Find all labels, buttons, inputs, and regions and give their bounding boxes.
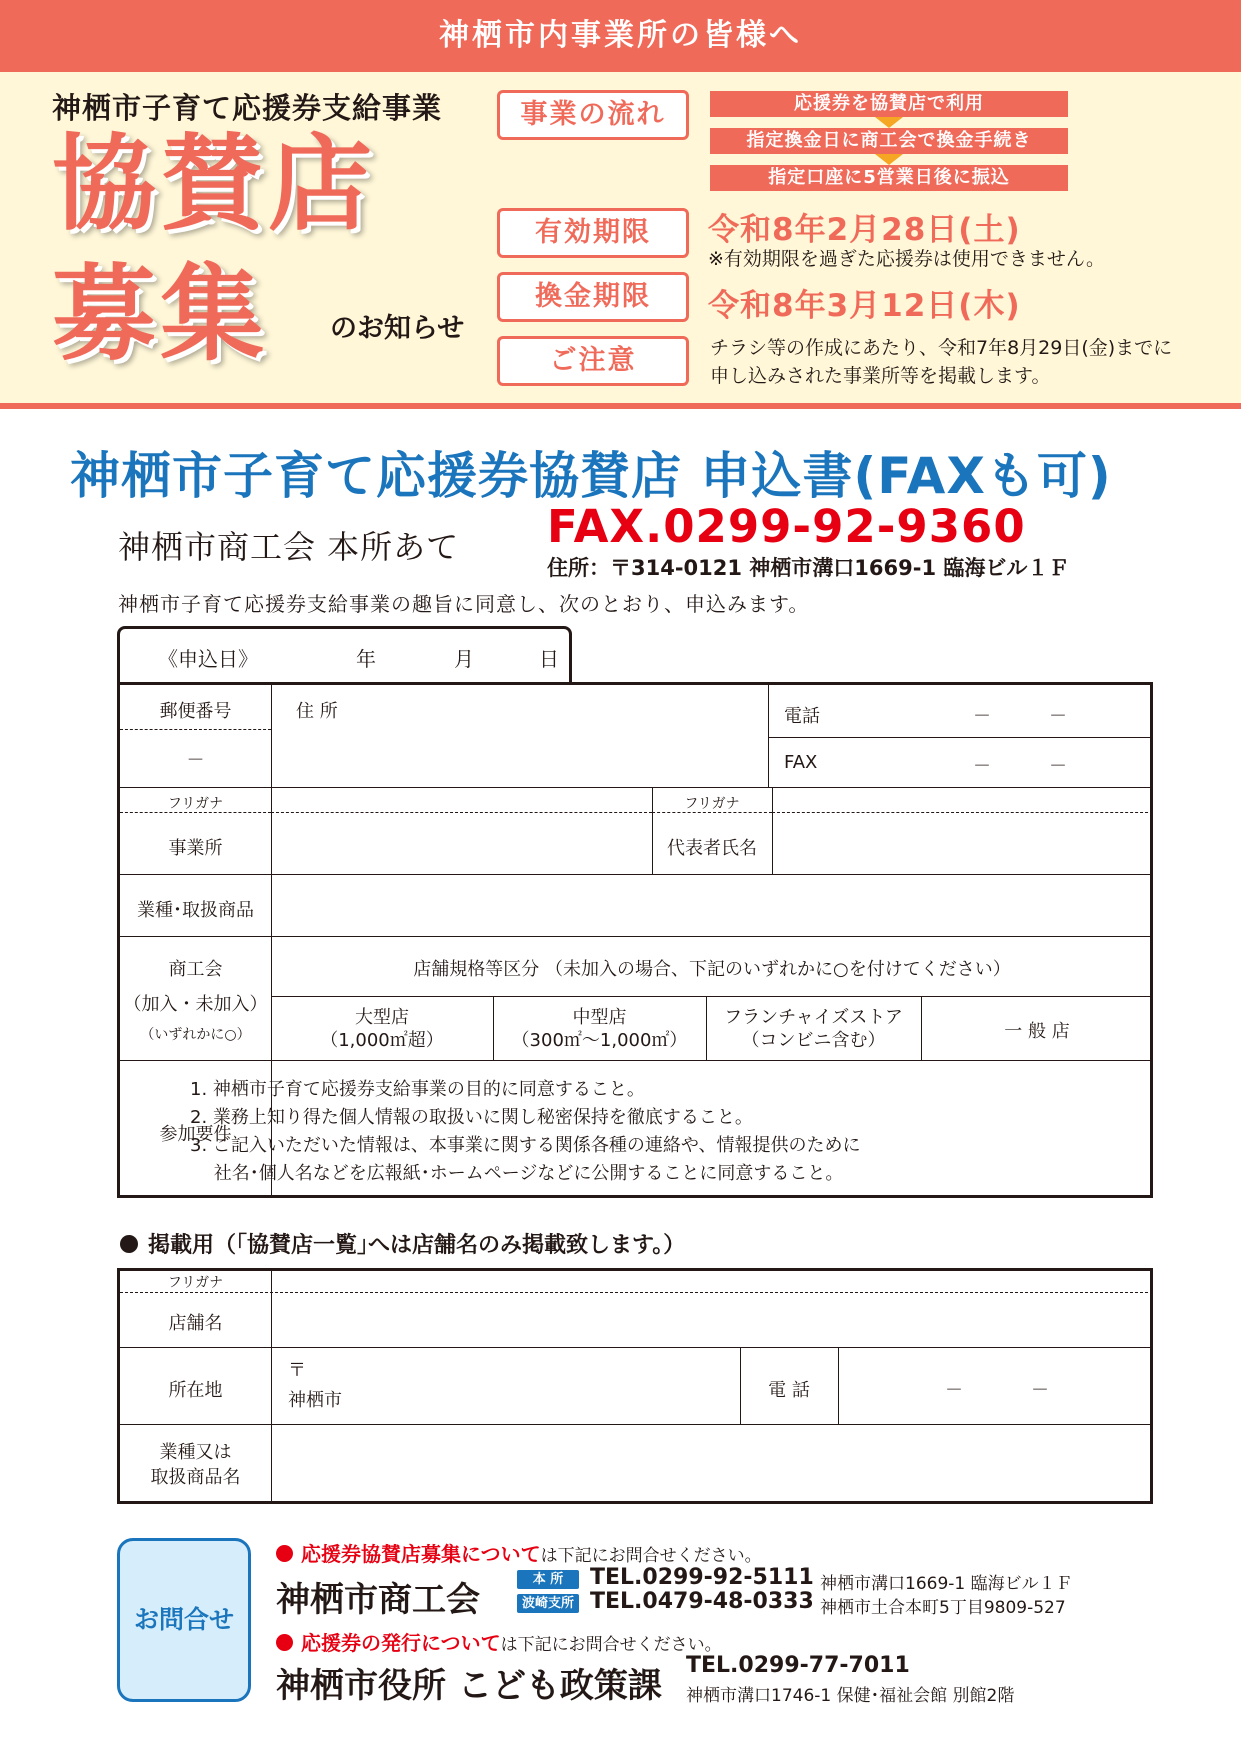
head-office-badge: 本 所 [517,1570,579,1589]
store-class-medium[interactable] [493,1006,706,1052]
postal-code-label: 郵便番号 [159,701,232,722]
business-name-input[interactable] [272,788,651,873]
branch-office-badge: 波崎支所 [517,1594,579,1613]
listing-industry-label [120,1440,271,1490]
valid-date: 令和8年2月28日(土) [708,212,1021,248]
address-label: 住 所 [296,701,338,722]
contact-heading-2 [276,1627,722,1656]
phone-label: 電話 [784,706,820,727]
listing-industry-input[interactable] [272,1425,1152,1502]
city-office-tel[interactable]: TEL.0299-77-7011 [686,1653,910,1678]
bullet-icon [120,1235,138,1253]
business-label: 事業所 [168,838,223,859]
exchange-date: 令和8年3月12日(木) [708,288,1021,324]
requirement-item: 1. 神栖市子育て応援券支給事業の目的に同意すること。 [190,1079,645,1100]
listing-heading-text: 掲載用（｢協賛店一覧｣へは店舗名のみ掲載致します。） [148,1233,686,1258]
caution-line-2: 申し込みされた事業所等を掲載します。 [710,365,1051,387]
store-class-franchise-note: （コンビニ含む） [741,1030,886,1051]
flow-step-1: 応援券を協賛店で利用 [710,91,1068,117]
contact-heading-2-suffix: は下記にお問合せください。 [500,1635,722,1655]
representative-name-input[interactable] [773,788,1152,873]
requirement-item: 2. 業務上知り得た個人情報の取扱いに関し秘密保持を徹底すること。 [190,1107,753,1128]
location-postal-mark: 〒 [288,1360,306,1381]
listing-phone-dash[interactable]: － [1031,1380,1049,1401]
flow-arrow-icon [875,117,903,128]
phone-dash: － [973,706,991,727]
listing-furigana-label: フリガナ [167,1275,224,1291]
location-input[interactable] [272,1348,739,1423]
year-label: 年 [356,647,376,671]
store-name-input[interactable] [272,1269,1152,1346]
requirement-item: 社名･個人名などを広報紙･ホームページなどに公開することに同意すること。 [190,1163,844,1184]
valid-note: ※有効期限を過ぎた応援券は使用できません。 [708,248,1106,270]
city-office-name: 神栖市役所 こども政策課 [276,1666,662,1706]
caution-line-1: チラシ等の作成にあたり、令和7年8月29日(金)までに [710,337,1173,359]
location-label: 所在地 [168,1380,223,1401]
tag-exchange-period: 換金期限 [497,272,689,322]
store-class-large-name: 大型店 [355,1007,409,1028]
form-title: 神栖市子育て応援券協賛店 申込書(FAXも可) [70,447,1112,505]
furigana-label: フリガナ [684,796,740,812]
location-city: 神栖市 [288,1390,342,1411]
listing-phone-dash[interactable]: － [945,1380,963,1401]
head-office-address: 神栖市溝口1669-1 臨海ビル１Ｆ [820,1574,1073,1594]
requirement-item: 3. ご記入いただいた情報は、本事業に関する関係各種の連絡や、情報提供のために [190,1135,861,1156]
fax-dash: － [1049,756,1067,777]
requirements-label: 参加要件 [159,1124,232,1145]
phone-dash: － [1049,706,1067,727]
store-class-franchise-name: フランチャイズストア [724,1007,903,1028]
contact-heading-1-suffix: は下記にお問合せください。 [540,1546,762,1566]
form-intro: 神栖市子育て応援券支給事業の趣旨に同意し、次のとおり、申込みます。 [118,592,810,616]
date-label: 《申込日》 [158,647,258,671]
store-class-franchise[interactable] [706,1006,921,1052]
fax-dash: － [973,756,991,777]
store-class-large-size: （1,000㎡超） [320,1030,444,1051]
listing-industry-label-line1: 業種又は [159,1442,232,1463]
chamber-address: 住所：〒314-0121 神栖市溝口1669-1 臨海ビル１Ｆ [547,556,1070,580]
furigana-label: フリガナ [167,796,224,812]
chamber-of-commerce-name: 神栖市商工会 [276,1580,480,1620]
hero-title-line2: 募集 [52,253,269,375]
contact-heading-1 [276,1538,762,1567]
hero-title-line1: 協賛店 [52,123,377,245]
listing-industry-label-line2: 取扱商品名 [150,1467,241,1488]
store-name-label: 店舗名 [168,1313,223,1334]
listing-phone-label: 電 話 [768,1380,810,1401]
store-class-large[interactable] [271,1006,493,1052]
tag-business-flow: 事業の流れ [497,90,689,140]
head-office-tel[interactable]: TEL.0299-92-5111 [590,1565,814,1590]
representative-label: 代表者氏名 [667,838,757,859]
branch-office-address: 神栖市土合本町5丁目9809-527 [820,1598,1066,1618]
contact-heading-1-text: 応援券協賛店募集について [301,1542,541,1566]
tag-caution: ご注意 [497,336,689,386]
flow-step-2: 指定換金日に商工会で換金手続き [710,128,1068,154]
store-class-medium-name: 中型店 [572,1007,627,1028]
application-date-field[interactable] [117,626,572,682]
day-label: 日 [539,647,559,671]
top-banner: 神栖市内事業所の皆様へ [0,0,1241,72]
chamber-note: （いずれかに○） [140,1027,251,1043]
bullet-icon [276,1634,293,1651]
branch-office-tel[interactable]: TEL.0479-48-0333 [590,1589,814,1614]
fax-label: FAX [784,752,818,773]
listing-heading [120,1228,685,1259]
bullet-icon [276,1545,293,1562]
chamber-options[interactable]: （加入・未加入） [123,994,268,1015]
store-class-medium-size: （300㎡～1,000㎡） [511,1030,688,1051]
contact-heading-2-text: 応援券の発行について [301,1631,501,1655]
tag-valid-period: 有効期限 [497,208,689,258]
flow-step-3: 指定口座に5営業日後に振込 [710,165,1068,191]
postal-code-input[interactable]: － [186,750,205,771]
address-input[interactable] [272,683,767,786]
city-office-address: 神栖市溝口1746-1 保健･福祉会館 別館2階 [686,1686,1015,1706]
industry-label: 業種･取扱商品 [137,900,254,921]
month-label: 月 [454,647,474,671]
store-class-general[interactable]: 一 般 店 [1004,1021,1070,1042]
flow-arrow-icon [875,154,903,165]
store-class-header: 店舗規格等区分 （未加入の場合、下記のいずれかに○を付けてください） [413,959,1011,980]
caution-text [710,334,1210,390]
hero-divider [0,403,1241,409]
requirements-list [190,1076,861,1188]
form-addressee: 神栖市商工会 本所あて [118,528,460,566]
industry-input[interactable] [272,875,1152,935]
fax-number: FAX.0299-92-9360 [547,500,1026,553]
hero-notice: のお知らせ [330,313,465,344]
contact-box: お問合せ [117,1538,251,1702]
hero-subtitle: 神栖市子育て応援券支給事業 [52,91,443,125]
chamber-label: 商工会 [168,959,223,980]
